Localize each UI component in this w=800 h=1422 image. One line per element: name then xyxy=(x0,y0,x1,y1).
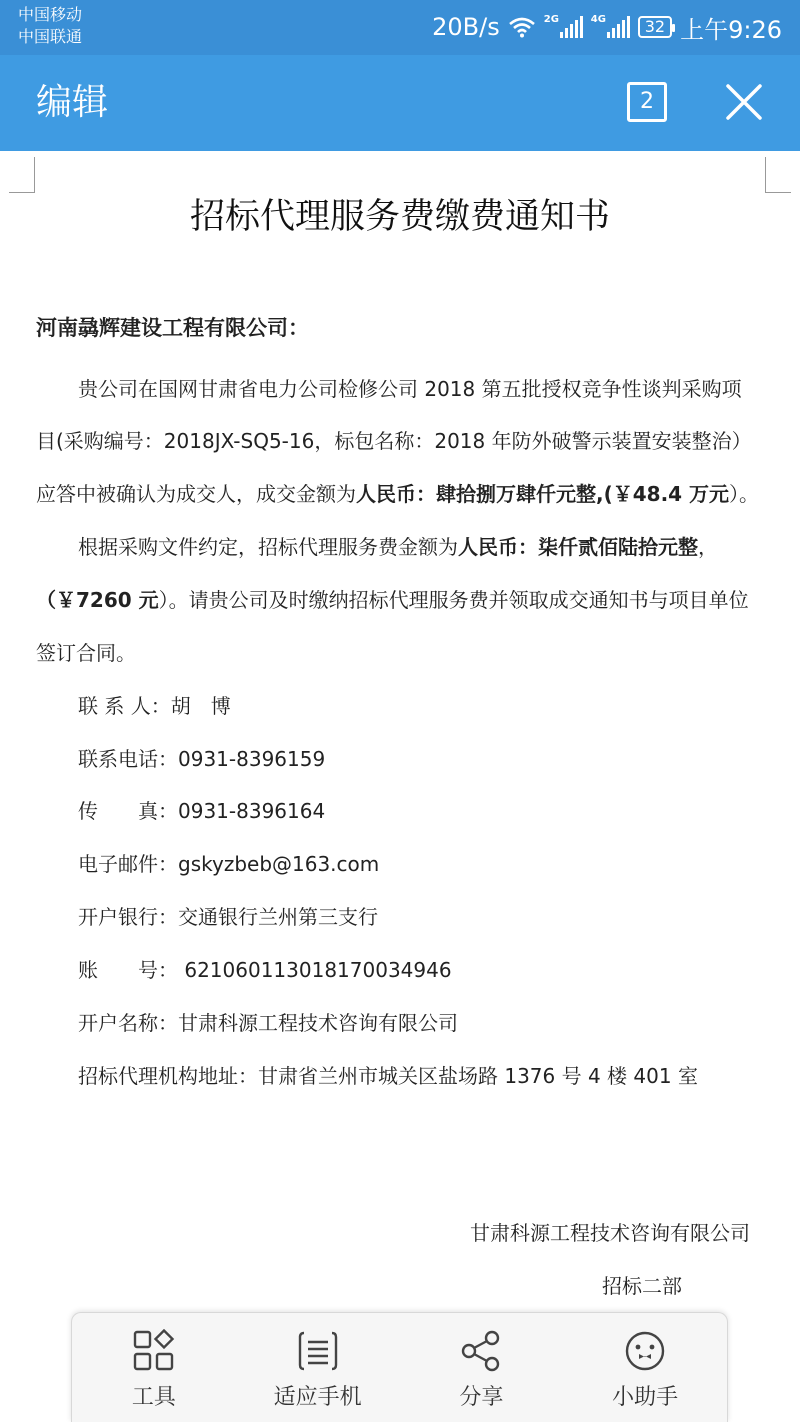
text-run: ）。 xyxy=(729,482,760,506)
assistant-button[interactable] xyxy=(563,1313,727,1422)
assistant-label: 小助手 xyxy=(612,1385,679,1410)
network-speed: 20B/s xyxy=(432,13,500,41)
signature-department: 招标二部 xyxy=(602,1274,682,1298)
status-bar xyxy=(0,0,800,55)
contact-phone: 联系电话：0931-8396159 xyxy=(78,747,326,771)
contact-fax: 传 真：0931-8396164 xyxy=(78,799,326,823)
document-lines-icon xyxy=(296,1329,340,1373)
sim1-signal-icon xyxy=(544,16,583,38)
text-run: 应答中被确认为成交人，成交金额为 xyxy=(36,482,356,506)
contact-address: 招标代理机构地址：甘肃省兰州市城关区盐场路 1376 号 4 楼 401 室 xyxy=(78,1064,698,1088)
carrier-info xyxy=(18,4,82,48)
sim1-type: 2G xyxy=(543,14,559,25)
close-icon[interactable] xyxy=(722,80,766,124)
paragraph-2-line-3: 签订合同。 xyxy=(36,641,136,665)
clock: 上午9:26 xyxy=(680,15,782,44)
contact-account-name: 开户名称：甘肃科源工程技术咨询有限公司 xyxy=(78,1011,458,1035)
share-icon xyxy=(459,1329,503,1373)
contact-bank: 开户银行：交通银行兰州第三支行 xyxy=(78,905,378,929)
signature-company: 甘肃科源工程技术咨询有限公司 xyxy=(470,1221,750,1245)
contact-email: 电子邮件：gskyzbeb@163.com xyxy=(78,852,380,876)
share-button[interactable] xyxy=(400,1313,564,1422)
status-indicators xyxy=(432,10,782,44)
edit-title-button[interactable]: 编辑 xyxy=(36,82,109,123)
tools-label: 工具 xyxy=(131,1385,176,1410)
wifi-icon xyxy=(508,16,536,38)
recipient: 河南骉辉建设工程有限公司： xyxy=(36,316,309,340)
fit-phone-button[interactable] xyxy=(236,1313,400,1422)
battery-icon: 32 xyxy=(638,16,672,38)
contact-person: 联 系 人：胡 博 xyxy=(78,694,231,718)
bottom-toolbar xyxy=(71,1312,728,1422)
document-view[interactable] xyxy=(0,151,800,1422)
sim2-type: 4G xyxy=(590,14,606,25)
assistant-face-icon xyxy=(623,1329,667,1373)
amount-bold: 人民币：肆拾捌万肆仟元整,(￥48.4 万元 xyxy=(356,482,730,506)
text-run: 根据采购文件约定，招标代理服务费金额为 xyxy=(78,535,458,559)
title-bar xyxy=(0,55,800,151)
paragraph-2-line-1 xyxy=(78,532,718,562)
text-run: ）。请贵公司及时缴纳招标代理服务费并领取成交通知书与项目单位 xyxy=(158,588,749,612)
paragraph-1-line-3 xyxy=(36,479,759,509)
carrier-2: 中国联通 xyxy=(18,27,83,46)
fit-phone-label: 适应手机 xyxy=(273,1385,362,1410)
paragraph-1-line-1: 贵公司在国网甘肃省电力公司检修公司 2018 第五批授权竞争性谈判采购项 xyxy=(78,377,742,401)
contact-account: 账 号： 621060113018170034946 xyxy=(78,958,452,982)
page-corner-mark xyxy=(765,157,791,193)
paragraph-2-line-2 xyxy=(36,585,749,615)
paragraph-1-line-2: 目(采购编号：2018JX-SQ5-16，标包名称：2018 年防外破警示装置安装整治） xyxy=(36,429,752,453)
document-title: 招标代理服务费缴费通知书 xyxy=(189,197,610,237)
tools-button[interactable] xyxy=(72,1313,236,1422)
share-label: 分享 xyxy=(459,1385,504,1410)
sim2-signal-icon xyxy=(591,16,630,38)
page-count-button[interactable]: 2 xyxy=(627,82,667,122)
fee-bold: 人民币：柒仟贰佰陆拾元整 xyxy=(458,535,698,559)
carrier-1: 中国移动 xyxy=(18,5,83,24)
apps-grid-icon xyxy=(132,1329,176,1373)
page-corner-mark xyxy=(9,157,35,193)
text-run: ， xyxy=(698,535,718,559)
fee-number-bold: （￥7260 元 xyxy=(36,588,159,612)
